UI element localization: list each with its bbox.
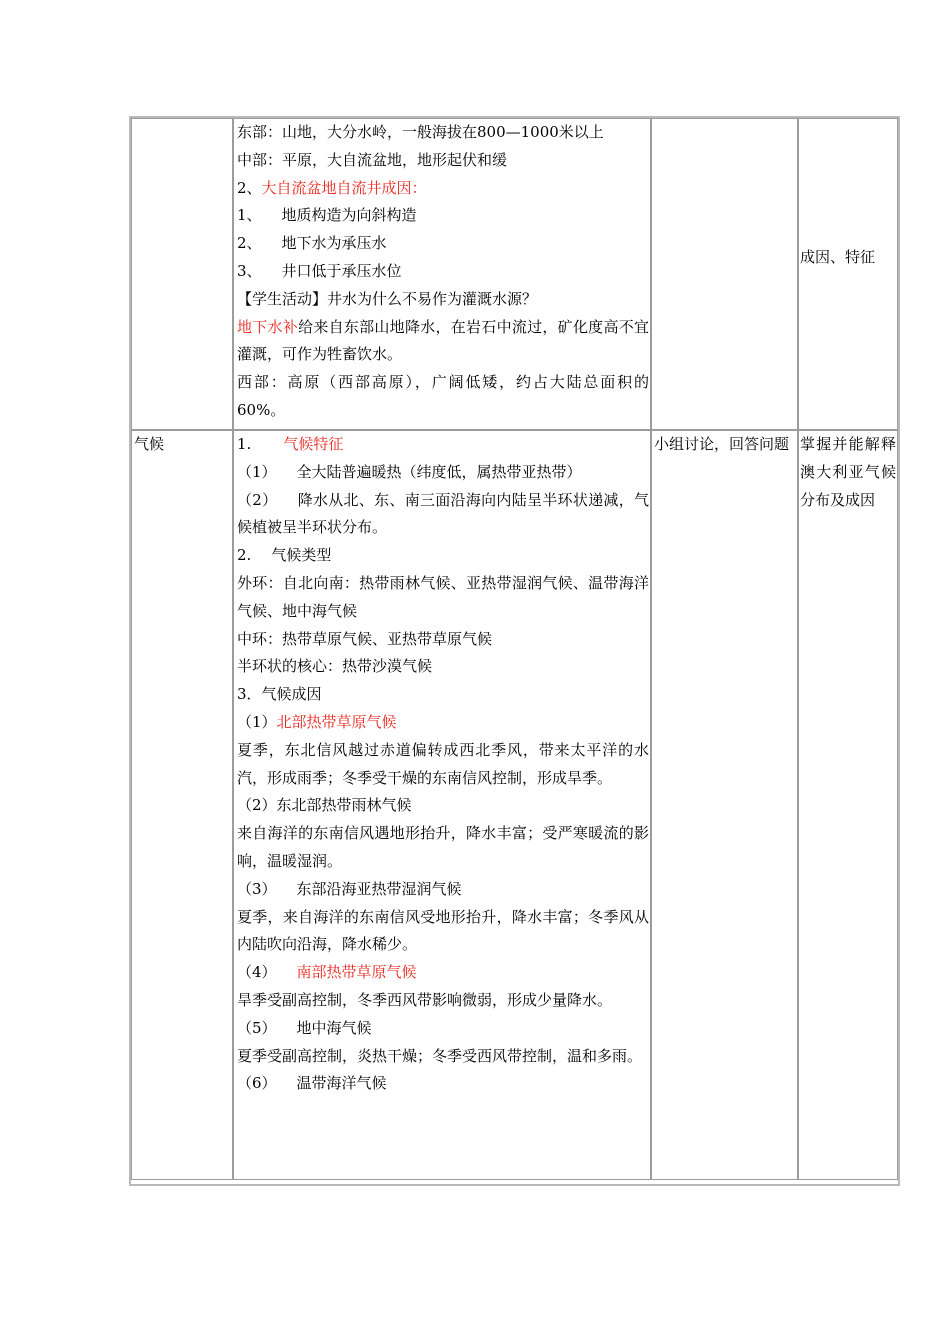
climate-causes-heading: 3．气候成因	[237, 685, 322, 704]
reason-text-3: 井口低于承压水位	[281, 261, 402, 280]
outer-ring-line: 外环：自北向南：热带雨林气候、亚热带湿润气候、温带海洋气候、地中海气候	[237, 573, 649, 620]
cause-5-number: （5）	[237, 1018, 277, 1037]
cause-3-title: 东部沿海亚热带湿润气候	[296, 879, 462, 898]
cause-1-number: （1）	[237, 712, 277, 731]
central-terrain-line: 中部：平原，大自流盆地，地形起伏和缓	[237, 150, 508, 169]
lesson-plan-table	[131, 118, 898, 1180]
cause-6-number: （6）	[237, 1074, 277, 1093]
reason-number-3: 3、	[237, 261, 262, 280]
activity-answer-text: 给来自东部山地降水，在岩石中流过，矿化度高不宜灌溉，可作为牲畜饮水。	[237, 317, 649, 364]
goal-text-terrain: 成因、特征	[800, 248, 876, 266]
cause-3-number: （3）	[237, 879, 277, 898]
cause-3-heading	[237, 876, 649, 904]
topic-cell-terrain	[131, 118, 233, 430]
climate-features-title: 气候特征	[283, 435, 344, 453]
ring-core-line: 半环状的核心：热带沙漠气候	[237, 657, 433, 676]
reason-number-1: 1、	[237, 206, 262, 225]
goal-text-climate: 掌握并能解释澳大利亚气候分布及成因	[800, 435, 896, 509]
topic-cell-climate: 气候	[131, 430, 233, 1180]
feature-item-1	[237, 459, 649, 487]
goal-cell-climate	[798, 430, 898, 1180]
table-row-terrain	[131, 118, 898, 430]
cause-2-text: 来自海洋的东南信风遇地形抬升，降水丰富；受严寒暖流的影响，温暖湿润。	[237, 824, 649, 870]
reason-item-1	[237, 202, 649, 230]
artesian-cause-number: 2、	[237, 178, 262, 197]
east-terrain-line: 东部：山地，大分水岭，一般海拔在800—1000米以上	[237, 123, 604, 141]
west-terrain-line: 西部：高原（西部高原），广阔低矮，约占大陆总面积的60%。	[237, 373, 649, 419]
artesian-cause-title: 大自流盆地自流井成因：	[261, 178, 427, 197]
cause-1-heading	[237, 709, 649, 737]
cause-5-title: 地中海气候	[296, 1018, 372, 1037]
activity-answer-highlight: 地下水补	[237, 317, 299, 336]
feature-item-2	[237, 487, 649, 543]
cause-4-title: 南部热带草原气候	[296, 963, 417, 982]
goal-cell-terrain	[798, 118, 898, 430]
artesian-cause-heading	[237, 175, 649, 203]
cause-1-text: 夏季，东北信风越过赤道偏转成西北季风，带来太平洋的水汽，形成雨季；冬季受干燥的东南信风控制，形成旱季。	[237, 740, 649, 787]
cause-6-heading	[237, 1070, 649, 1098]
cause-4-number: （4）	[237, 963, 277, 982]
climate-features-heading	[237, 431, 649, 459]
cause-4-text: 旱季受副高控制，冬季西风带影响微弱，形成少量降水。	[237, 990, 613, 1009]
reason-text-1: 地质构造为向斜构造	[281, 206, 417, 225]
table-row-climate	[131, 430, 898, 1180]
cause-5-text: 夏季受副高控制，炎热干燥；冬季受西风带控制，温和多雨。	[237, 1046, 643, 1065]
climate-types-title: 气候类型	[271, 546, 332, 565]
heading-number-1: 1.	[237, 435, 252, 453]
heading-number-2: 2.	[237, 546, 252, 565]
cause-5-heading	[237, 1015, 649, 1043]
feature-text-1: 全大陆普遍暖热（纬度低，属热带亚热带）	[296, 462, 582, 481]
cause-2-heading: （2）东北部热带雨林气候	[237, 796, 412, 815]
reason-text-2: 地下水为承压水	[281, 234, 387, 253]
content-cell-terrain	[233, 118, 651, 430]
cause-4-heading	[237, 959, 649, 987]
cause-1-title: 北部热带草原气候	[276, 712, 397, 731]
reason-item-2	[237, 230, 649, 258]
student-activity-line: 【学生活动】井水为什么不易作为灌溉水源？	[237, 289, 538, 308]
cause-3-text: 夏季，来自海洋的东南信风受地形抬升，降水丰富；冬季风从内陆吹向沿海，降水稀少。	[237, 907, 649, 954]
reason-number-2: 2、	[237, 234, 262, 253]
method-cell-terrain	[651, 118, 798, 430]
method-cell-climate	[651, 430, 798, 1180]
activity-answer	[237, 314, 649, 370]
climate-types-heading	[237, 542, 649, 570]
middle-ring-line: 中环：热带草原气候、亚热带草原气候	[237, 629, 493, 648]
reason-item-3	[237, 258, 649, 286]
feature-number-1: （1）	[237, 462, 277, 481]
feature-number-2: （2）	[237, 490, 278, 509]
content-cell-climate	[233, 430, 651, 1180]
method-text-climate: 小组讨论，回答问题	[654, 435, 790, 453]
cause-6-title: 温带海洋气候	[296, 1074, 387, 1093]
feature-text-2: 降水从北、东、南三面沿海向内陆呈半环状递减，气候植被呈半环状分布。	[237, 490, 649, 537]
